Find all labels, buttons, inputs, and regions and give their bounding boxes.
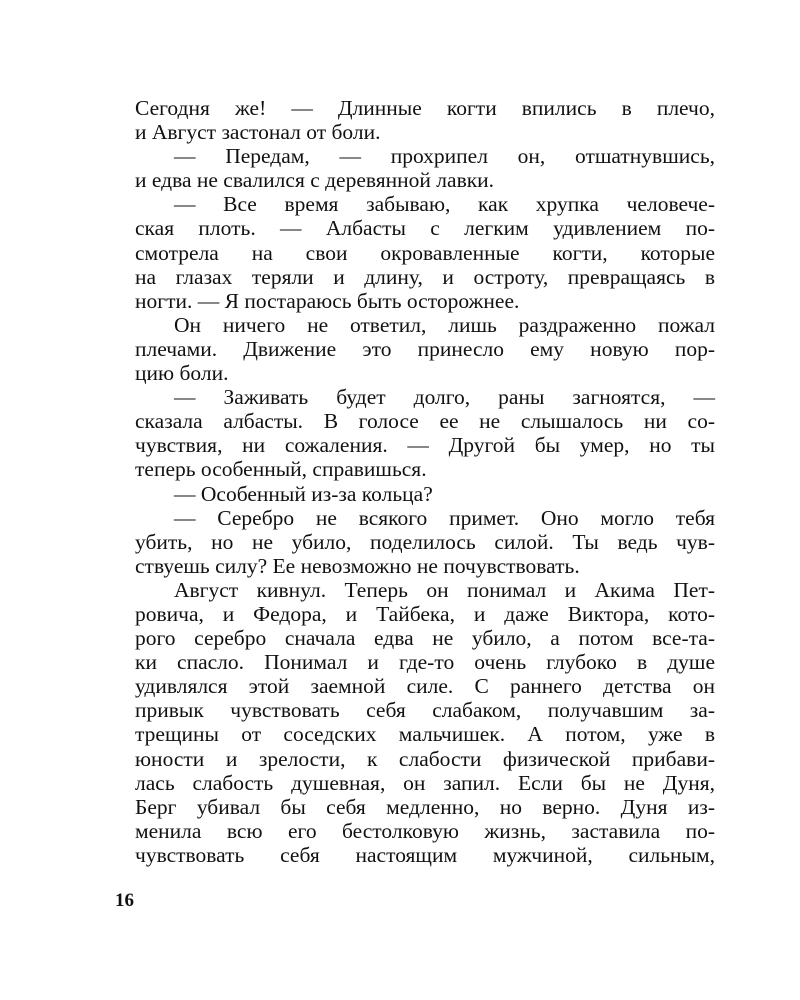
text-line: смотрела на свои окровавленные когти, которые — [135, 240, 715, 265]
page-number: 16 — [115, 890, 134, 911]
text-line: на глазах теряли и длину, и остроту, превращаясь в — [135, 264, 715, 289]
text-line: ствуешь силу? Ее невозможно не почувствовать. — [135, 553, 580, 578]
text-line: — Особенный из-за кольца? — [174, 481, 433, 506]
text-line: Сегодня же! — Длинные когти впились в плечо, — [135, 96, 715, 120]
text-line: ская плоть. — Албасты с легким удивлением по- — [135, 216, 715, 241]
body-text — [135, 96, 715, 867]
text-line: ногти. — Я постараюсь быть осторожнее. — [135, 288, 520, 313]
text-line: сказала албасты. В голосе ее не слышалось ни со- — [135, 409, 715, 434]
text-line: и едва не свалился с деревянной лавки. — [135, 168, 495, 193]
text-line: и Август застонал от боли. — [135, 120, 381, 145]
text-line: Он ничего не ответил, лишь раздраженно пожал — [174, 312, 715, 337]
text-line: — Передам, — прохрипел он, отшатнувшись, — [174, 144, 715, 169]
text-line: — Заживать будет долго, раны загноятся, — — [174, 385, 715, 410]
text-line: чувствовать себя настоящим мужчиной, сильным, — [135, 842, 715, 867]
text-line: Берг убивал бы себя медленно, но верно. Дуня из- — [135, 794, 715, 819]
text-line: — Серебро не всякого примет. Оно могло тебя — [174, 505, 715, 530]
text-line: привык чувствовать себя слабаком, получавшим за- — [135, 698, 715, 723]
text-line: Август кивнул. Теперь он понимал и Акима Пет- — [174, 577, 715, 602]
text-line: лась слабость душевная, он запил. Если бы не Дуня, — [135, 770, 715, 795]
text-line: — Все время забываю, как хрупка человече- — [174, 192, 715, 217]
text-line: цию боли. — [135, 361, 229, 386]
text-line: чувствия, ни сожаления. — Другой бы умер, но ты — [135, 433, 715, 458]
text-line: ровича, и Федора, и Тайбека, и даже Виктора, кото- — [135, 601, 715, 626]
text-line: менила всю его бестолковую жизнь, заставила по- — [135, 818, 715, 843]
text-line: ки спасло. Понимал и где-то очень глубоко в душе — [135, 650, 715, 675]
text-line: убить, но не убило, поделилось силой. Ты ведь чув- — [135, 529, 715, 554]
text-line: плечами. Движение это принесло ему новую пор- — [135, 336, 715, 361]
text-line: трещины от соседских мальчишек. А потом, уже в — [135, 722, 715, 747]
text-line: удивлялся этой заемной силе. С раннего детства он — [135, 674, 715, 699]
text-line: рого серебро сначала едва не убило, а потом все-та- — [135, 626, 715, 651]
text-line: юности и зрелости, к слабости физической прибави- — [135, 746, 715, 771]
text-line: теперь особенный, справишься. — [135, 457, 427, 482]
